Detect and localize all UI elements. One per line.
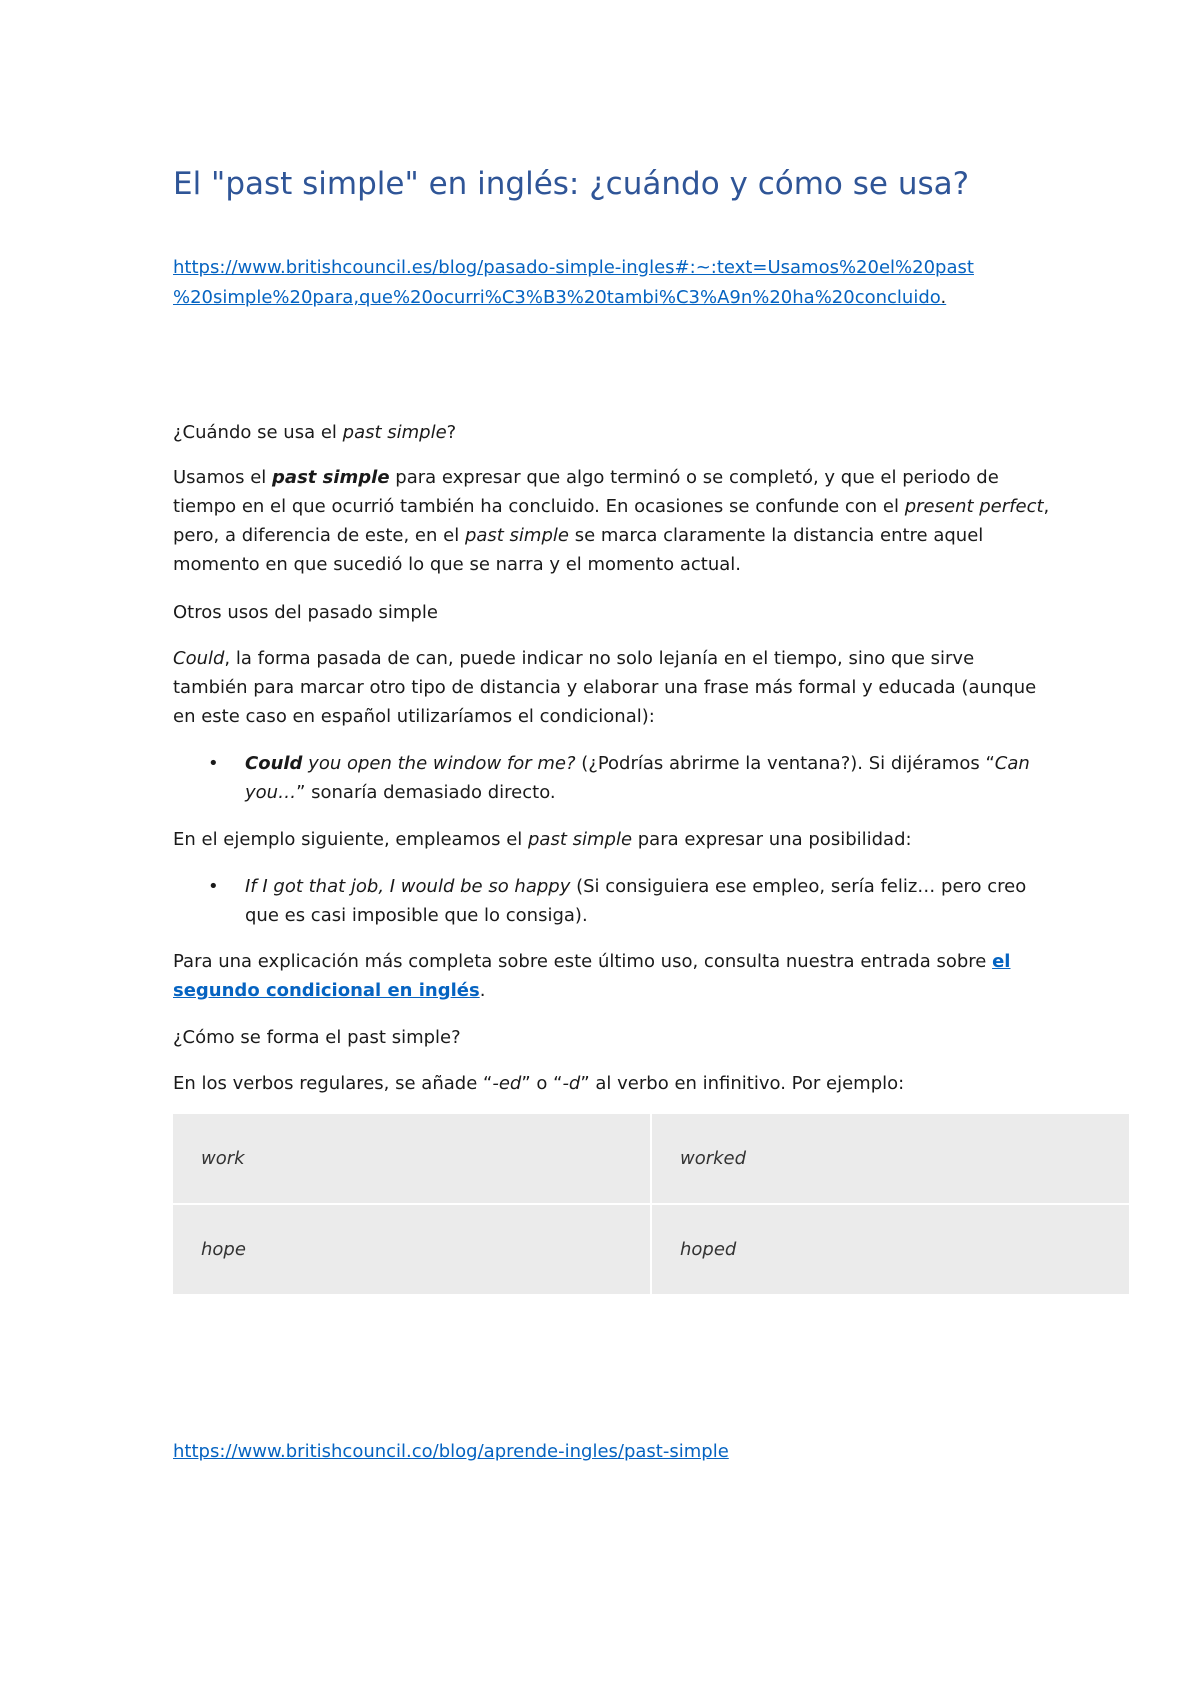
document-title: El "past simple" en inglés: ¿cuándo y cómo se usa?	[173, 166, 970, 202]
table-cell-past: hoped	[652, 1205, 1129, 1294]
p3-t1: En el ejemplo siguiente, empleamos el	[173, 829, 528, 850]
source-link-period: .	[940, 287, 947, 308]
b1-i2: Can you…	[245, 753, 1030, 803]
p1-i1: present perfect	[904, 496, 1044, 517]
p5-i1: -ed	[492, 1073, 522, 1094]
p1-t4: se marca claramente la distancia entre aquel momento en que sucedió lo que se narra y el momento actual.	[173, 525, 984, 575]
section-heading-how: ¿Cómo se forma el past simple?	[173, 1027, 461, 1048]
table-cell-past: worked	[652, 1114, 1129, 1203]
paragraph-usage	[173, 463, 1053, 579]
b1-i1: you open the window for me?	[302, 753, 576, 774]
b1-t2: ” sonaría demasiado directo.	[296, 782, 556, 803]
b1-t1: (¿Podrías abrirme la ventana?). Si dijéramos “	[575, 753, 995, 774]
p5-t2: ” o “	[521, 1073, 563, 1094]
b2-t1: (Si consiguiera ese empleo, sería feliz… pero creo que es casi imposible que lo consiga).	[245, 876, 1027, 926]
section-heading-when	[173, 418, 1053, 447]
p4-t1: Para una explicación más completa sobre este último uso, consulta nuestra entrada sobre	[173, 951, 993, 972]
p1-t1: Usamos el	[173, 467, 273, 488]
p3-t2: para expresar una posibilidad:	[632, 829, 912, 850]
p5-t3: ” al verbo en infinitivo. Por ejemplo:	[580, 1073, 905, 1094]
p5-i2: -d	[562, 1073, 581, 1094]
p1-t3: , pero, a diferencia de este, en el	[173, 496, 1050, 546]
p2-t1: , la forma pasada de can, puede indicar no solo lejanía en el tiempo, sino que sirve también para marcar otro tipo de distancia y elaborar una frase más formal y educada (aunque en este caso en español utilizaríamos el condicional):	[173, 648, 1037, 727]
p5-t1: En los verbos regulares, se añade “	[173, 1073, 493, 1094]
p2-i1: Could	[173, 648, 225, 669]
section-heading-when-italic: past simple	[342, 422, 447, 443]
bullet-icon: •	[208, 753, 219, 774]
second-conditional-link[interactable]: el segundo condicional en inglés	[173, 951, 1011, 1001]
list-item-if-text	[245, 872, 1035, 930]
bullet-icon: •	[208, 876, 219, 897]
paragraph-more-info	[173, 947, 1053, 1005]
table-row	[173, 1114, 1129, 1203]
verb-table	[171, 1112, 1131, 1296]
paragraph-example-intro	[173, 825, 1053, 854]
paragraph-could	[173, 644, 1053, 731]
section-heading-other-uses: Otros usos del pasado simple	[173, 602, 438, 623]
b2-i1: If I got that job, I would be so happy	[245, 876, 571, 897]
p3-i1: past simple	[528, 829, 633, 850]
paragraph-regular-verbs	[173, 1069, 1053, 1098]
p1-b1: past simple	[272, 467, 390, 488]
p4-t2: .	[479, 980, 486, 1001]
section-heading-when-suffix: ?	[446, 422, 457, 443]
p1-t2: para expresar que algo terminó o se completó, y que el periodo de tiempo en el que ocurrió también ha concluido. En ocasiones se confunde con el	[173, 467, 999, 517]
table-row	[173, 1205, 1129, 1294]
table-cell-infinitive: work	[173, 1114, 650, 1203]
source-link-line-1[interactable]: https://www.britishcouncil.es/blog/pasado-simple-ingles#:~:text=Usamos%20el%20past	[173, 257, 974, 278]
source-link-line-2[interactable]	[173, 287, 946, 308]
p1-i2: past simple	[464, 525, 569, 546]
source-link-line-2-text[interactable]: %20simple%20para,que%20ocurri%C3%B3%20tambi%C3%A9n%20ha%20concluido	[173, 287, 941, 308]
table-cell-infinitive: hope	[173, 1205, 650, 1294]
list-item-could-text	[245, 749, 1035, 807]
section-heading-when-prefix: ¿Cuándo se usa el	[173, 422, 343, 443]
reference-link[interactable]: https://www.britishcouncil.co/blog/aprende-ingles/past-simple	[173, 1441, 729, 1462]
b1-bi: Could	[245, 753, 303, 774]
